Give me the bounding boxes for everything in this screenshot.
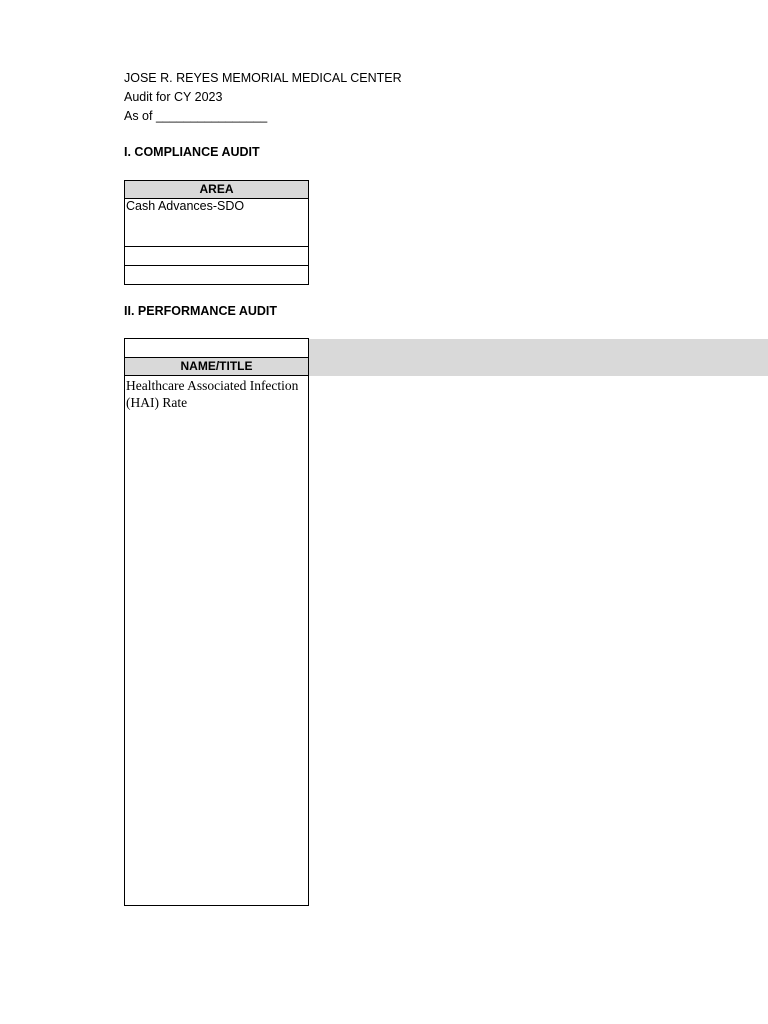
organization-name: JOSE R. REYES MEMORIAL MEDICAL CENTER [124,71,402,85]
compliance-row[interactable] [124,246,309,266]
audit-year-line: Audit for CY 2023 [124,90,223,104]
compliance-row[interactable]: Cash Advances-SDO [124,198,309,247]
performance-section-title: II. PERFORMANCE AUDIT [124,304,278,318]
compliance-row[interactable] [124,265,309,285]
performance-row[interactable]: Healthcare Associated Infection (HAI) Rate [124,375,309,906]
header-band [308,339,768,376]
performance-blank-header [124,338,309,358]
compliance-area-header: AREA [124,180,309,199]
performance-name-header: NAME/TITLE [124,357,309,376]
as-of-line: As of ________________ [124,109,268,123]
compliance-section-title: I. COMPLIANCE AUDIT [124,145,260,159]
